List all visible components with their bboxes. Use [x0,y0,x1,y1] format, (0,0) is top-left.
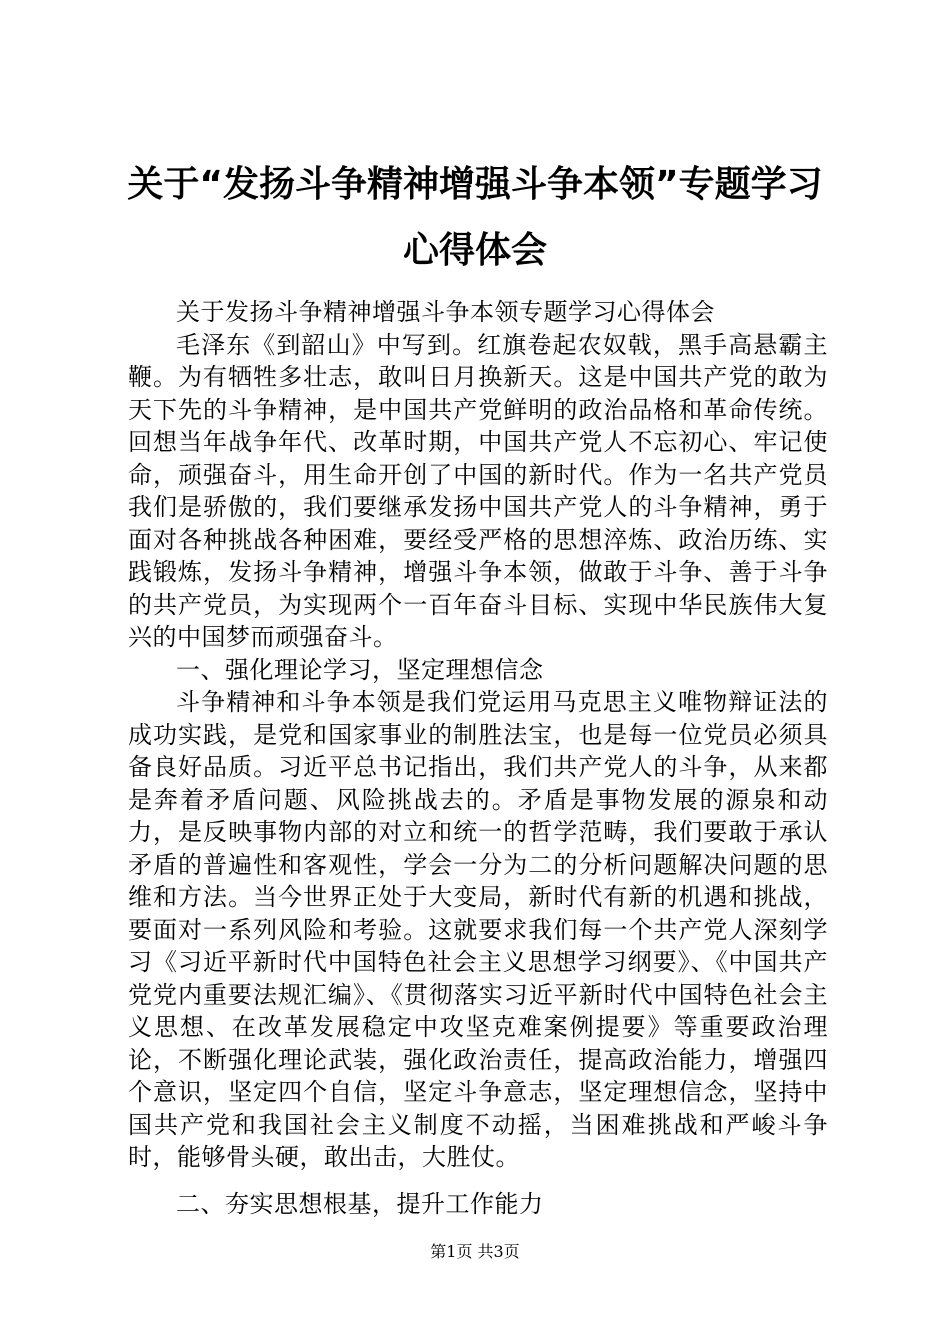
page-footer: 第1页 共3页 [430,1242,520,1261]
title-line-1: 关于“发扬斗争精神增强斗争本领”专题学习 [127,164,823,205]
title-line-2: 心得体会 [402,230,547,271]
body-paragraph: 毛泽东《到韶山》中写到。红旗卷起农奴戟，黑手高悬霸主鞭。为有牺牲多壮志，敢叫日月换新天。这是中国共产党的敢为天下先的斗争精神，是中国共产党鲜明的政治品格和革命传统。回想当年战争年代、改革时期，中国共产党人不忘初心、牢记使命，顽强奋斗，用生命开创了中国的新时代。作为一名共产党员我们是骄傲的，我们要继承发扬中国共产党人的斗争精神，勇于面对各种挑战各种困难，要经受严格的思想淬炼、政治历练、实践锻炼，发扬斗争精神，增强斗争本领，做敢于斗争、善于斗争的共产党员，为实现两个一百年奋斗目标、实现中华民族伟大复兴的中国梦而顽强奋斗。 [128,330,828,651]
body-paragraph: 斗争精神和斗争本领是我们党运用马克思主义唯物辩证法的成功实践，是党和国家事业的制胜法宝，也是每一位党员必须具备良好品质。习近平总书记指出，我们共产党人的斗争，从来都是奔着矛盾问题、风险挑战去的。矛盾是事物发展的源泉和动力，是反映事物内部的对立和统一的哲学范畴，我们要敢于承认矛盾的普遍性和客观性，学会一分为二的分析问题解决问题的思维和方法。当今世界正处于大变局，新时代有新的机遇和挑战，要面对一系列风险和考验。这就要求我们每一个共产党人深刻学习《习近平新时代中国特色社会主义思想学习纲要》、《中国共产党党内重要法规汇编》、《贯彻落实习近平新时代中国特色社会主义思想、在改革发展稳定中攻坚克难案例提要》等重要政治理论，不断强化理论武装，强化政治责任，提高政治能力，增强四个意识，坚定四个自信，坚定斗争意志，坚定理想信念，坚持中国共产党和我国社会主义制度不动摇，当困难挑战和严峻斗争时，能够骨头硬，敢出击，大胜仗。 [128,688,828,1171]
subtitle-paragraph: 关于发扬斗争精神增强斗争本领专题学习心得体会 [176,298,715,326]
document-title [120,152,830,284]
section-heading-2: 二、夯实思想根基，提升工作能力 [176,1189,544,1218]
document-body [128,296,828,1220]
section-heading-1: 一、强化理论学习，坚定理想信念 [176,655,544,684]
